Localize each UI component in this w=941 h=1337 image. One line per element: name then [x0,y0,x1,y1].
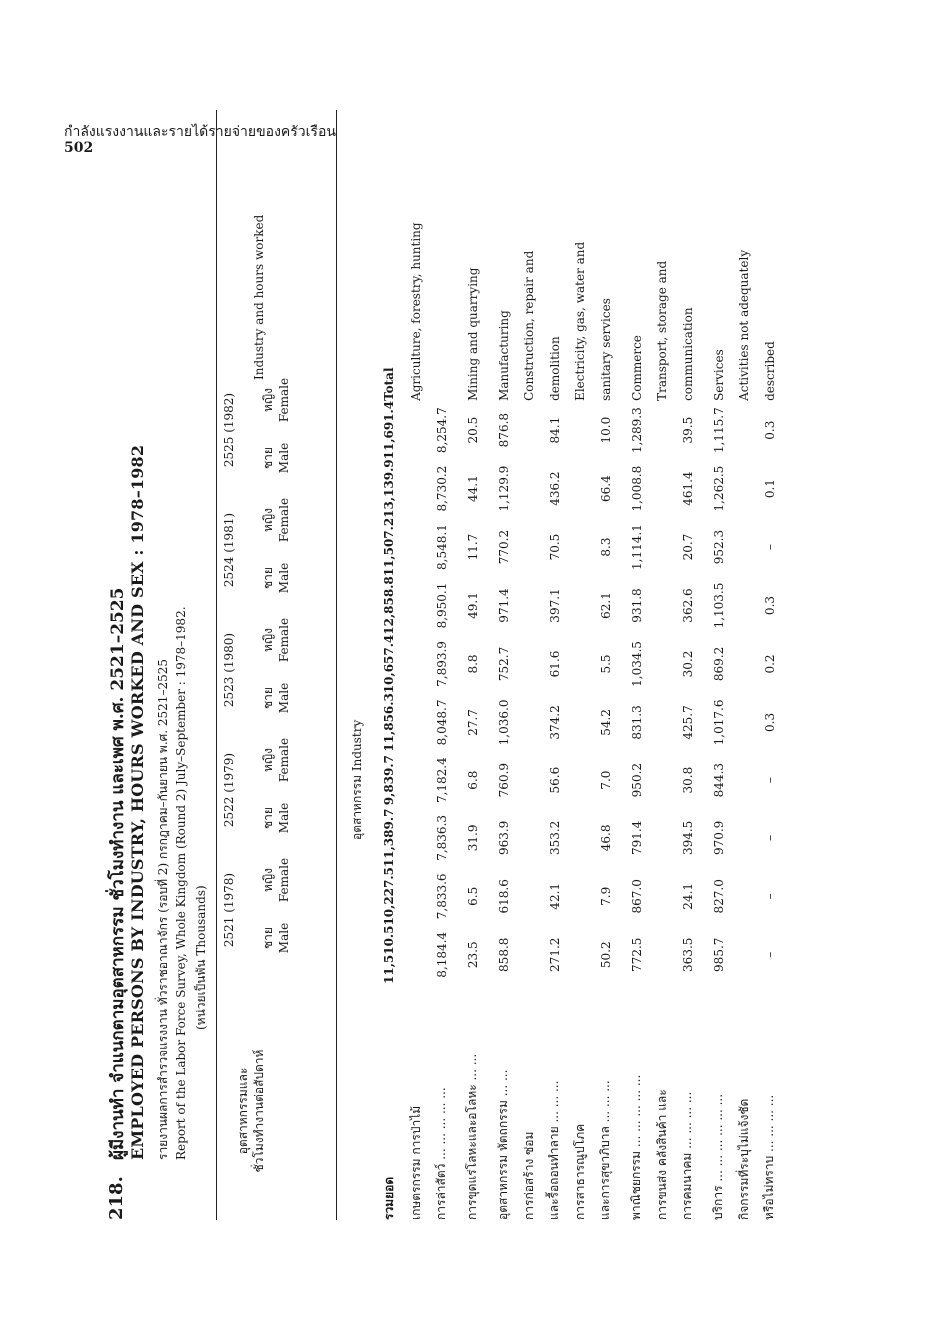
cell: 10,227.5 [382,867,396,926]
table-row [734,171,754,1220]
cell: 0.2 [762,654,777,674]
row-label-thai: บริการ ... ... ... ... ... ... [711,1093,725,1220]
cell [734,867,754,925]
column-header-english: Industry and hours worked [252,214,266,380]
cell: 8,254.7 [434,407,449,454]
cell: 7,836.3 [434,814,449,861]
table-row [457,171,488,1220]
cell: 1,289.3 [629,407,644,454]
cell: 362.6 [680,588,695,623]
cell: 436.2 [547,471,562,506]
cell [406,635,426,693]
cell [652,518,672,576]
year-header: 2521 (1978) [222,872,236,948]
sex-header-female: หญิง Female [261,617,291,663]
cell: 39.5 [680,416,695,444]
cell [406,867,426,925]
cell: – [762,893,777,900]
cell: 7,833.6 [434,873,449,920]
cell: 8,730.2 [434,465,449,512]
table-row [570,171,590,1220]
cell: 13,139.9 [382,459,396,518]
cell: 30.8 [680,766,695,794]
cell [519,926,539,984]
row-label-english: Commerce [629,335,644,401]
row-label-english: Construction, repair and [522,250,536,401]
cell [519,693,539,751]
row-label-thai: การล่าสัตว์ ... ... ... ... ... [434,1087,448,1220]
cell: 30.2 [680,650,695,678]
table-row [621,171,652,1220]
cell [734,576,754,634]
cell [406,518,426,576]
cell: 858.8 [496,937,511,972]
cell: 1,017.6 [711,699,726,746]
cell: 963.9 [496,820,511,856]
cell: 8.8 [465,654,480,674]
total-label-english: Total [382,367,396,401]
cell: 1,008.8 [629,465,644,512]
cell: 12,858.8 [382,576,396,635]
cell: 62.1 [598,592,613,619]
table-row [754,171,785,1220]
section-label: อุตสาหกรรม Industry [350,719,364,840]
sex-header-female: หญิง Female [261,737,291,783]
cell [734,518,754,576]
cell: 50.2 [598,941,613,969]
sex-header-male: ชาย Male [261,802,291,834]
row-label-thai: พาณิชยกรรม ... ... ... ... ... [629,1074,643,1220]
cell: 0.1 [762,479,777,499]
table-row [590,171,621,1220]
row-label-english: sanitary services [598,298,613,401]
cell: 8,048.7 [434,699,449,746]
row-label-thai: และรื้อถอนทำลาย ... ... ... [547,1080,561,1220]
cell [734,459,754,517]
data-table-body [372,171,785,1220]
cell: 931.8 [629,588,644,623]
page-number: 502 [64,140,94,156]
cell: 11,507.2 [382,517,396,577]
year-header: 2522 (1979) [222,752,236,828]
table-row [406,171,426,1220]
row-label-thai: การสาธารณูปโภค [572,1123,587,1220]
sex-header-male: ชาย Male [261,562,291,594]
cell: 84.1 [547,416,562,444]
cell [652,459,672,517]
row-label-english: Manufacturing [496,310,511,401]
sex-header-male: ชาย Male [261,922,291,954]
cell: 271.2 [547,937,562,972]
table-row [652,171,672,1220]
row-label-thai: และการสุขาภิบาล ... ... ... [598,1080,612,1220]
row-label-english: Services [711,349,726,401]
cell [652,867,672,925]
row-label-thai: การขนส่ง คลังสินค้า และ [654,1089,669,1220]
cell [519,518,539,576]
top-rule [216,110,217,1220]
cell: 5.5 [598,654,613,674]
cell [519,635,539,693]
cell: 11,691.4 [382,400,396,460]
total-row [372,171,406,1220]
cell [734,752,754,809]
cell: – [762,834,777,841]
row-label-thai: กิจกรรมที่ระบุไม่แจ้งชัด [736,1098,751,1220]
cell: 56.6 [547,766,562,794]
total-label-thai: รวมยอด [381,1176,396,1220]
cell: 6.8 [465,770,480,790]
cell: 770.2 [496,529,511,565]
table-subtitle-english: Report of the Labor Force Survey, Whole Kingdom (Round 2) July–September : 1978–1982. [174,606,188,1160]
cell: 66.4 [598,475,613,502]
column-header-thai-line-2: ชั่วโมงทำงานต่อสัปดาห์ [252,1049,266,1173]
row-label-english: Electricity, gas, water and [573,241,587,401]
cell: 8,548.1 [434,524,449,570]
cell: 46.8 [598,824,613,852]
cell: 8.3 [598,537,613,557]
cell: 0.3 [762,712,777,732]
cell: 950.2 [629,762,644,798]
row-label-thai: เกษตรกรรม การป่าไม้ [408,1105,423,1220]
row-label-english: Transport, storage and [655,260,669,401]
cell: 618.6 [496,879,511,914]
cell: 8,950.1 [434,582,449,629]
cell: 374.2 [547,705,562,740]
cell: 952.3 [711,529,726,565]
cell [734,809,754,867]
table-row [519,171,539,1220]
sex-header-female: หญิง Female [261,857,291,903]
cell: 27.7 [465,709,480,736]
sex-header-male: ชาย Male [261,682,291,714]
cell [652,752,672,809]
cell: 1,103.5 [711,582,726,629]
row-label-english: communication [680,307,695,401]
cell: 7.9 [598,886,613,906]
cell [519,867,539,925]
cell: 1,129.9 [496,465,511,512]
cell [570,576,590,634]
cell: 867.0 [629,879,644,914]
cell: 10,657.4 [382,634,396,694]
cell: 425.7 [680,705,695,740]
cell: 985.7 [711,937,726,972]
cell: 827.0 [711,879,726,914]
cell: 10.0 [598,416,613,444]
cell: 61.6 [547,650,562,678]
table-unit: (หน่วยเป็นพัน Thousands) [194,885,208,1030]
cell: 1,115.7 [711,407,726,454]
cell: 752.7 [496,646,511,682]
row-label-english: described [762,341,777,401]
table-title-thai: ผู้มีงานทำ จำแนกตามอุตสาหกรรม ชั่วโมงทำงาน และเพศ พ.ศ. 2521–2525 [108,587,128,1160]
cell: 11.7 [465,533,480,561]
header-rule [336,110,337,1220]
cell [570,459,590,517]
cell: 397.1 [547,588,562,623]
cell: 6.5 [465,886,480,906]
cell [734,401,754,459]
cell [519,401,539,459]
data-table [372,171,785,1220]
row-label-thai: หรือไม่ทราบ ... ... ... ... [762,1094,776,1220]
year-header: 2524 (1981) [222,512,236,588]
cell: 7,182.4 [434,757,449,804]
column-header-thai-line-1: อุตสาหกรรมและ [236,1067,250,1155]
cell [406,926,426,984]
cell [570,518,590,576]
cell [570,401,590,459]
cell: – [762,777,777,784]
table-row [426,171,457,1220]
table-row [488,171,519,1220]
table-row [672,171,703,1220]
cell: 9,839.7 [382,755,396,806]
cell [406,752,426,809]
cell: 461.4 [680,471,695,506]
year-header: 2525 (1982) [222,392,236,468]
cell [570,693,590,751]
cell: 11,389.7 [382,808,396,868]
cell [406,459,426,517]
cell: 24.1 [680,882,695,910]
table-row [703,171,734,1220]
table-title-english: EMPLOYED PERSONS BY INDUSTRY, HOURS WORKED AND SEX : 1978–1982 [128,444,147,1160]
cell: 363.5 [680,937,695,972]
year-header: 2523 (1980) [222,632,236,708]
cell [570,926,590,984]
row-label-english: Mining and quarrying [465,267,480,401]
row-label-thai: การขุดแร่โลหะและอโลหะ ... ... [465,1053,479,1220]
cell [519,752,539,809]
cell [406,576,426,634]
cell: 831.3 [629,705,644,740]
row-label-english: demolition [547,336,562,401]
cell: 70.5 [547,533,562,561]
cell [734,926,754,984]
cell: 54.2 [598,709,613,736]
cell: 8,184.4 [434,931,449,978]
cell: 353.2 [547,820,562,856]
cell: 7.0 [598,770,613,790]
cell [652,576,672,634]
cell: 11,856.3 [382,693,396,752]
cell: 394.5 [680,820,695,856]
sex-header-male: ชาย Male [261,442,291,474]
row-label-thai: อุตสาหกรรม หัตถกรรม ... ... [496,1069,510,1220]
rotated-table-sheet [100,100,840,1220]
cell [652,926,672,984]
cell: 1,114.1 [629,524,644,570]
sex-header-female: หญิง Female [261,377,291,423]
cell: 31.9 [465,824,480,852]
cell [406,401,426,459]
cell [519,459,539,517]
cell: 1,034.5 [629,641,644,687]
cell [734,635,754,693]
running-title: กำลังแรงงานและรายได้รายจ่ายของครัวเรือน [64,124,336,140]
cell: – [762,951,777,958]
cell [652,635,672,693]
cell: 772.5 [629,937,644,972]
cell: 1,036.0 [496,699,511,746]
cell [406,693,426,751]
table-row [539,171,570,1220]
column-header-thai [235,1006,267,1216]
cell [652,693,672,751]
cell [519,576,539,634]
cell: 971.4 [496,588,511,623]
row-label-english [426,171,457,401]
cell: 970.9 [711,820,726,856]
cell: 42.1 [547,882,562,910]
cell: 23.5 [465,941,480,969]
cell: 869.2 [711,646,726,682]
cell [519,809,539,867]
row-label-thai: การคมนาคม ... ... ... ... [680,1091,694,1220]
row-label-english: Activities not adequately [737,249,751,401]
table-subtitle-thai: รายงานผลการสำรวจแรงงาน ทั่วราชอาณาจักร (รอบที่ 2) กรกฎาคม–กันยายน พ.ศ. 2521–2525 [156,659,170,1160]
cell: 1,262.5 [711,465,726,512]
cell: 11,510.5 [382,925,396,984]
cell [734,693,754,751]
cell [570,809,590,867]
cell: 20.5 [465,416,480,444]
cell [406,809,426,867]
cell: 44.1 [465,475,480,502]
row-label-english: Agriculture, forestry, hunting [409,222,423,401]
cell: 7,893.9 [434,641,449,687]
cell: 876.8 [496,412,511,448]
cell: 0.3 [762,420,777,440]
cell: 791.4 [629,820,644,856]
cell [570,752,590,809]
cell [652,401,672,459]
table-number: 218. [106,1176,127,1220]
cell: – [762,544,777,551]
cell: 844.3 [711,762,726,798]
row-label-thai: การก่อสร้าง ซ่อม [521,1131,536,1220]
sex-header-female: หญิง Female [261,497,291,543]
cell: 20.7 [680,533,695,561]
cell [652,809,672,867]
cell: 49.1 [465,592,480,619]
cell: 0.3 [762,595,777,616]
cell: 760.9 [496,762,511,798]
cell [570,635,590,693]
cell [570,867,590,925]
